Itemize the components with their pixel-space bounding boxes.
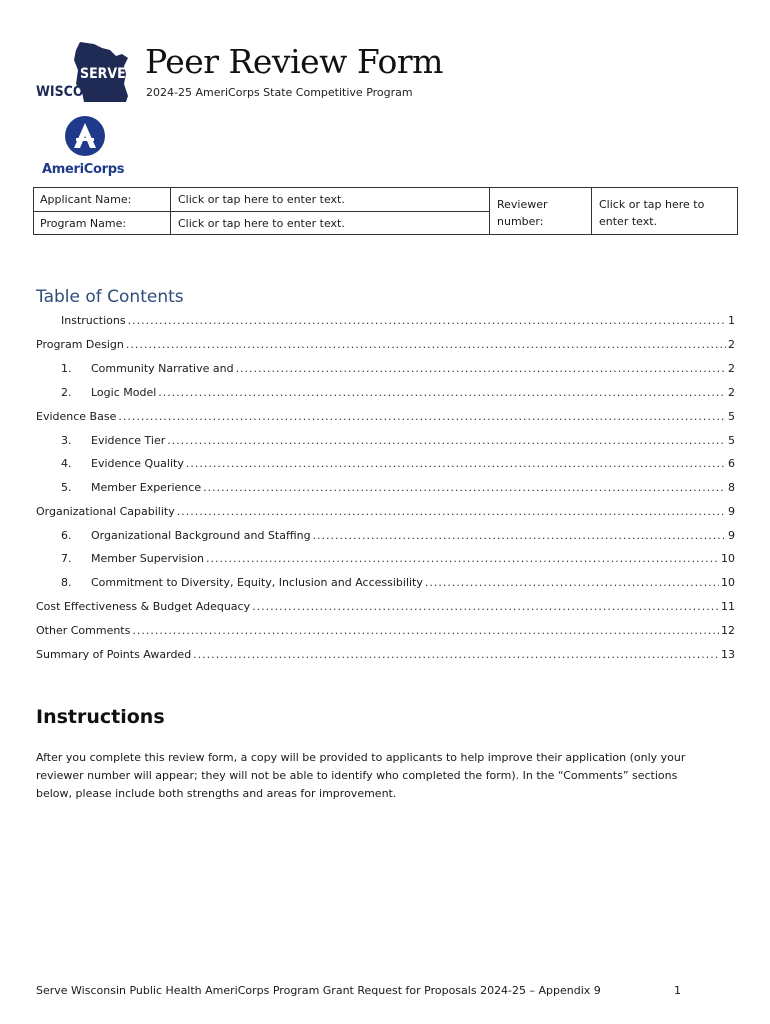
applicant-name-field[interactable]: Click or tap here to enter text.	[178, 193, 345, 206]
toc-entry[interactable]	[61, 457, 735, 473]
toc-dot-leader	[252, 600, 719, 613]
serve-wisconsin-logo	[36, 40, 136, 104]
toc-entry-page: 9	[728, 505, 735, 518]
toc-dot-leader	[193, 648, 719, 661]
toc-entry-page: 2	[728, 338, 735, 351]
toc-entry-number: 7.	[61, 552, 72, 565]
toc-entry[interactable]	[61, 362, 735, 378]
toc-entry-page: 11	[721, 600, 735, 613]
toc-entry-page: 5	[728, 410, 735, 423]
footer-text: Serve Wisconsin Public Health AmeriCorps Program Grant Request for Proposals 2024-25 – Appendix 9	[36, 984, 601, 997]
toc-heading: Table of Contents	[36, 287, 184, 307]
toc-dot-leader	[236, 362, 726, 375]
toc-entry-page: 6	[728, 457, 735, 470]
toc-dot-leader	[128, 314, 726, 327]
reviewer-number-field[interactable]: Click or tap here to enter text.	[599, 198, 705, 228]
toc-entry[interactable]	[61, 481, 735, 497]
toc-dot-leader	[126, 338, 726, 351]
toc-entry-page: 10	[721, 552, 735, 565]
toc-dot-leader	[118, 410, 726, 423]
toc-entry-title: Organizational Capability	[36, 505, 175, 518]
toc-entry-title: Instructions	[61, 314, 126, 327]
toc-dot-leader	[167, 434, 726, 447]
toc-entry-title: Logic Model	[91, 386, 157, 399]
toc-dot-leader	[177, 505, 726, 518]
toc-dot-leader	[186, 457, 726, 470]
toc-dot-leader	[206, 552, 719, 565]
americorps-logo	[38, 114, 132, 180]
toc-entry[interactable]	[61, 529, 735, 545]
toc-entry-title: Evidence Quality	[91, 457, 184, 470]
toc-entry-title: Evidence Tier	[91, 434, 166, 447]
toc-entry-page: 2	[728, 362, 735, 375]
toc-entry-title: Commitment to Diversity, Equity, Inclusion and Accessibility	[91, 576, 423, 589]
toc-entry[interactable]	[36, 648, 735, 664]
toc-dot-leader	[158, 386, 726, 399]
toc-entry[interactable]	[61, 314, 735, 330]
program-name-label: Program Name:	[40, 217, 127, 230]
svg-text:SERVE: SERVE	[80, 66, 126, 82]
toc-entry[interactable]	[61, 552, 735, 568]
toc-entry-number: 6.	[61, 529, 72, 542]
toc-entry-number: 1.	[61, 362, 72, 375]
toc-dot-leader	[132, 624, 719, 637]
applicant-name-label: Applicant Name:	[40, 193, 132, 206]
toc-dot-leader	[425, 576, 719, 589]
americorps-wordmark: AmeriCorps	[42, 162, 125, 177]
toc-entry-number: 5.	[61, 481, 72, 494]
toc-entry-title: Evidence Base	[36, 410, 117, 423]
footer-page-number: 1	[674, 984, 681, 997]
applicant-info-table	[33, 187, 738, 235]
toc-entry[interactable]	[36, 624, 735, 640]
toc-entry-number: 2.	[61, 386, 72, 399]
toc-entry-page: 2	[728, 386, 735, 399]
toc-entry-title: Program Design	[36, 338, 124, 351]
toc-entry-title: Cost Effectiveness & Budget Adequacy	[36, 600, 251, 613]
toc-entry-page: 10	[721, 576, 735, 589]
instructions-heading: Instructions	[36, 706, 165, 728]
reviewer-number-label: Reviewer number:	[497, 198, 548, 228]
toc-entry-number: 8.	[61, 576, 72, 589]
toc-entry-title: Member Supervision	[91, 552, 205, 565]
toc-entry[interactable]	[61, 434, 735, 450]
toc-entry[interactable]	[61, 576, 735, 592]
toc-entry-title: Community Narrative and	[91, 362, 234, 375]
page-title: Peer Review Form	[145, 42, 443, 81]
instructions-body: After you complete this review form, a copy will be provided to applicants to help improve their application (only your reviewer number will appear; they will not be able to identify who completed the form). In the “Comments” sections below, please include both strengths and areas for improvement.	[36, 751, 686, 800]
toc-dot-leader	[203, 481, 726, 494]
toc-entry-title: Other Comments	[36, 624, 131, 637]
toc-entry-page: 5	[728, 434, 735, 447]
toc-entry-number: 4.	[61, 457, 72, 470]
toc-entry-title: Organizational Background and Staffing	[91, 529, 311, 542]
toc-entry[interactable]	[36, 505, 735, 521]
toc-entry[interactable]	[36, 410, 735, 426]
toc-entry-page: 9	[728, 529, 735, 542]
toc-dot-leader	[313, 529, 726, 542]
toc-entry-page: 1	[728, 314, 735, 327]
toc-entry-title: Member Experience	[91, 481, 202, 494]
toc-entry[interactable]	[36, 600, 735, 616]
toc-entry-title: Summary of Points Awarded	[36, 648, 192, 661]
toc-entry[interactable]	[61, 386, 735, 402]
program-name-field[interactable]: Click or tap here to enter text.	[178, 217, 345, 230]
toc-entry-number: 3.	[61, 434, 72, 447]
toc-entry-page: 8	[728, 481, 735, 494]
page-subtitle: 2024-25 AmeriCorps State Competitive Program	[146, 86, 413, 99]
svg-text:WISCONSIN: WISCONSIN	[36, 84, 119, 100]
toc-entry-page: 13	[721, 648, 735, 661]
toc-entry[interactable]	[36, 338, 735, 354]
toc-entry-page: 12	[721, 624, 735, 637]
